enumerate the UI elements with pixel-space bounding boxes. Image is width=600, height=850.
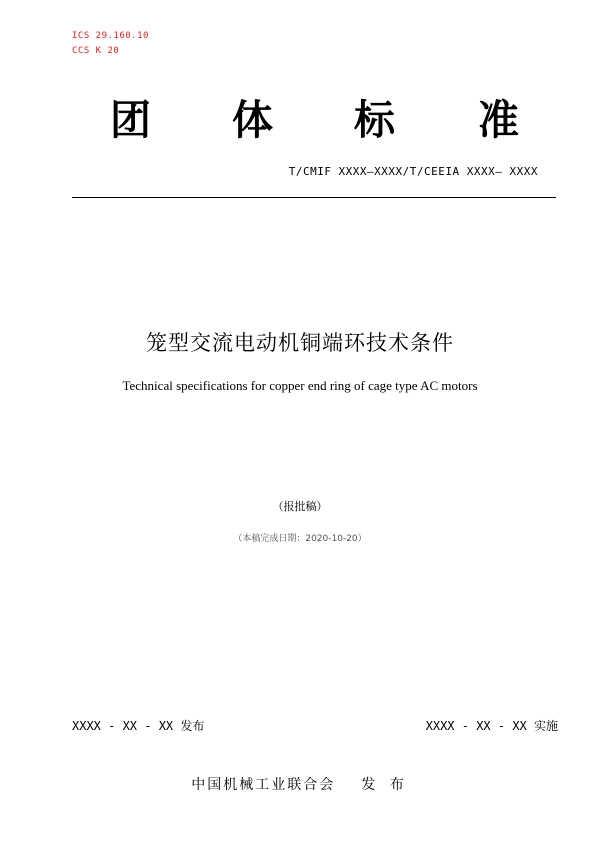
- ccs-code: CCS K 20: [72, 46, 120, 56]
- issue-date: XXXX - XX - XX 发布: [72, 719, 205, 733]
- title-chinese: 笼型交流电动机铜端环技术条件: [146, 331, 454, 355]
- ics-code: ICS 29.160.10: [72, 31, 149, 41]
- draft-stage-label: （报批稿）: [272, 500, 328, 513]
- implementation-date: XXXX - XX - XX 实施: [425, 719, 558, 733]
- standard-number: T/CMIF XXXX—XXXX/T/CEEIA XXXX— XXXX: [288, 165, 538, 178]
- standard-type-char-4: 准: [478, 96, 519, 144]
- publisher-line: [0, 774, 600, 794]
- header-divider: [72, 197, 556, 198]
- standard-type-char-1: 团: [110, 96, 151, 144]
- draft-completion-date: （本稿完成日期：2020-10-20）: [233, 534, 367, 544]
- title-english: Technical specifications for copper end ring of cage type AC motors: [122, 378, 478, 393]
- publisher-organization: 中国机械工业联合会: [191, 777, 336, 793]
- publish-action: 发 布: [361, 777, 409, 793]
- standard-type-char-2: 体: [232, 96, 273, 144]
- standard-type-char-3: 标: [354, 96, 395, 144]
